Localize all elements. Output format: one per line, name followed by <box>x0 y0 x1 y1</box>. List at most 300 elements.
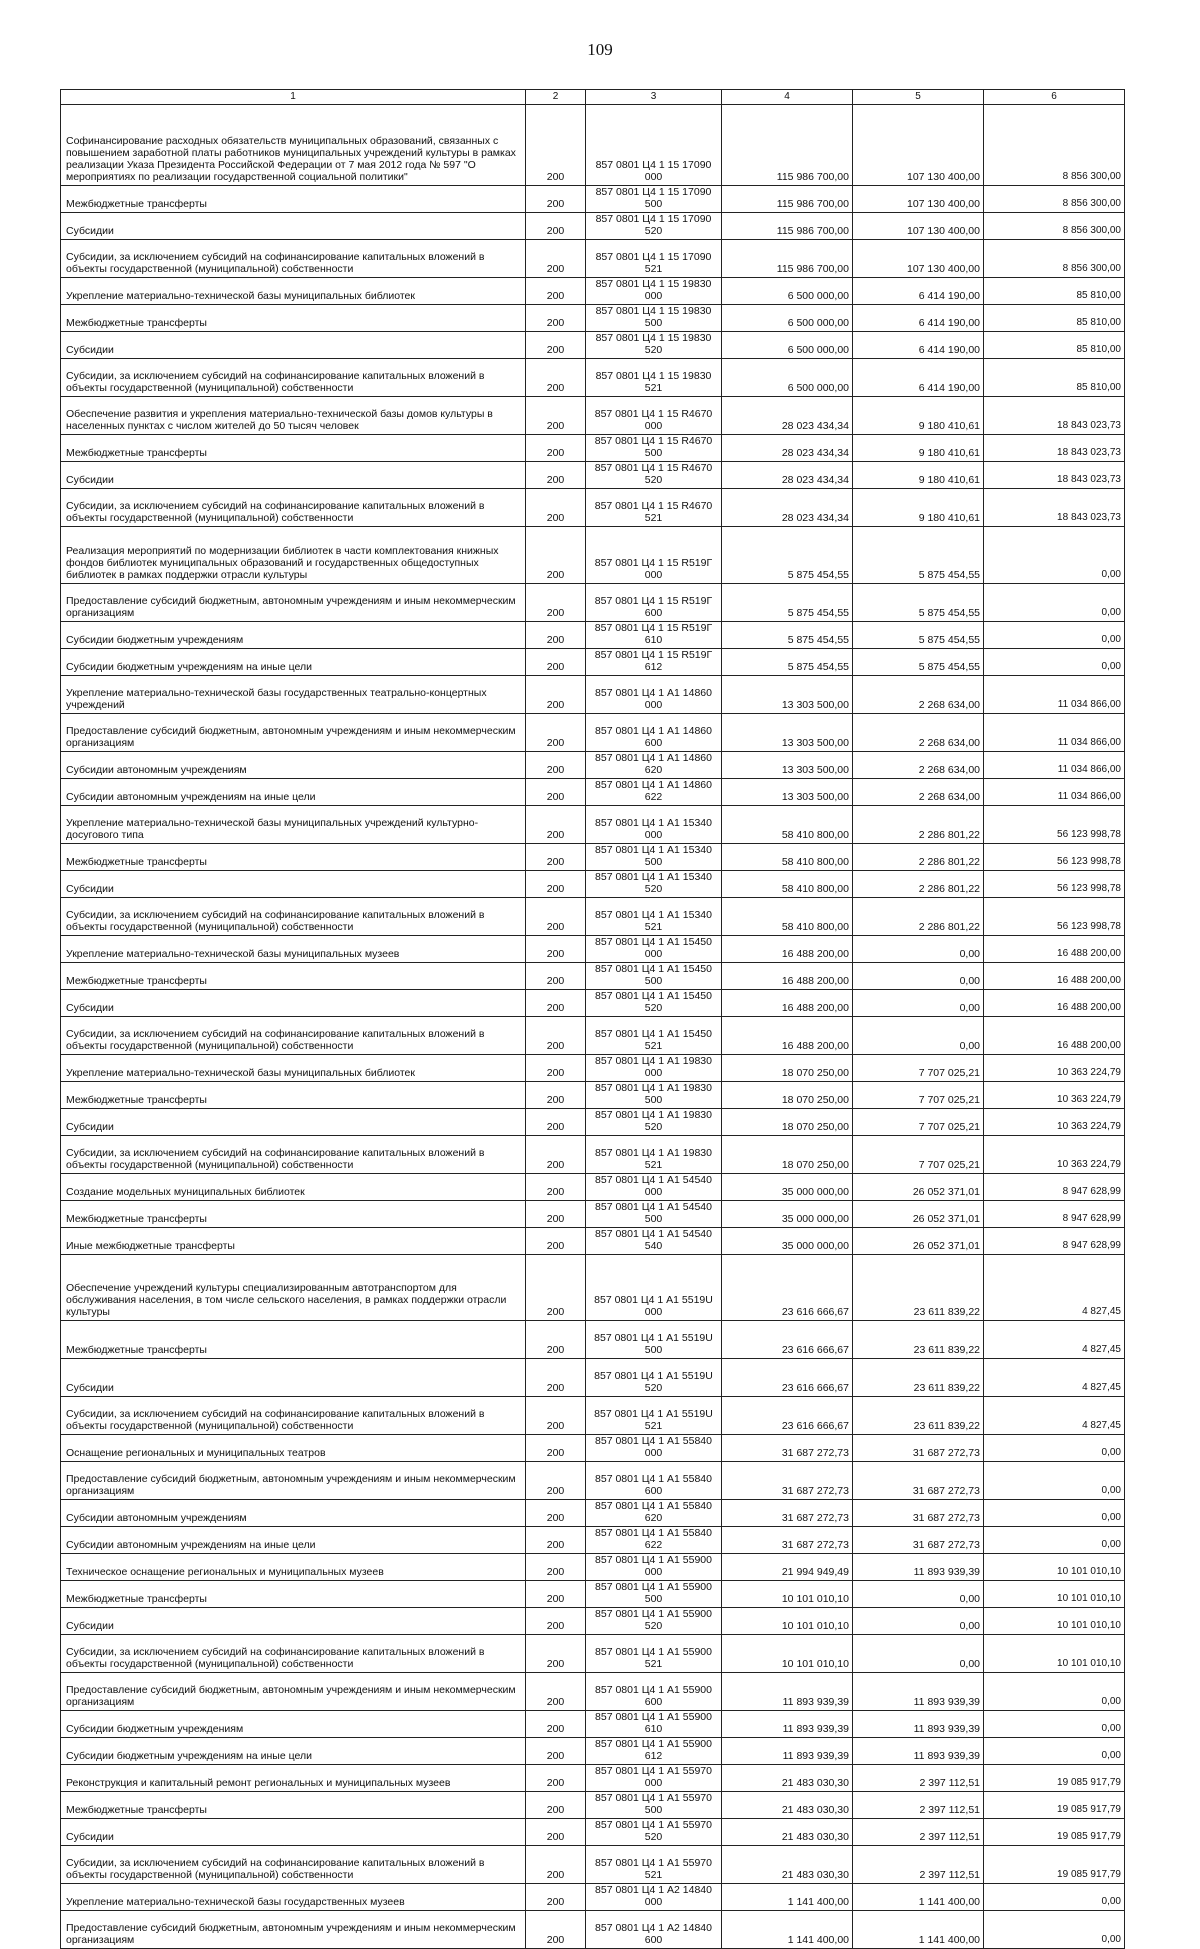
row-description: Создание модельных муниципальных библиотек <box>61 1174 526 1201</box>
row-description: Межбюджетные трансферты <box>61 1201 526 1228</box>
row-admin-code: 200 <box>526 844 586 871</box>
row-admin-code: 200 <box>526 1228 586 1255</box>
row-budget-code: 857 0801 Ц4 1 А1 54540 540 <box>586 1228 722 1255</box>
row-planned: 58 410 800,00 <box>722 806 853 844</box>
table-row <box>61 305 1125 332</box>
row-admin-code: 200 <box>526 1500 586 1527</box>
row-remainder: 0,00 <box>984 1435 1125 1462</box>
row-description: Укрепление материально-технической базы муниципальных музеев <box>61 936 526 963</box>
row-executed: 2 397 112,51 <box>853 1819 984 1846</box>
row-budget-code: 857 0801 Ц4 1 А1 55900 600 <box>586 1673 722 1711</box>
row-description: Субсидии, за исключением субсидий на софинансирование капитальных вложений в объекты государственной (муниципальной) собственности <box>61 1846 526 1884</box>
row-planned: 23 616 666,67 <box>722 1397 853 1435</box>
row-planned: 35 000 000,00 <box>722 1228 853 1255</box>
row-description: Субсидии бюджетным учреждениям на иные цели <box>61 649 526 676</box>
row-planned: 115 986 700,00 <box>722 240 853 278</box>
row-budget-code: 857 0801 Ц4 1 А1 55840 000 <box>586 1435 722 1462</box>
row-admin-code: 200 <box>526 1435 586 1462</box>
row-remainder: 8 947 628,99 <box>984 1228 1125 1255</box>
row-budget-code: 857 0801 Ц4 1 А1 5519U 520 <box>586 1359 722 1397</box>
row-executed: 6 414 190,00 <box>853 359 984 397</box>
row-remainder: 19 085 917,79 <box>984 1846 1125 1884</box>
table-row <box>61 1581 1125 1608</box>
row-budget-code: 857 0801 Ц4 1 15 R519Г 612 <box>586 649 722 676</box>
row-budget-code: 857 0801 Ц4 1 15 19830 521 <box>586 359 722 397</box>
row-executed: 2 286 801,22 <box>853 898 984 936</box>
row-planned: 18 070 250,00 <box>722 1109 853 1136</box>
row-remainder: 0,00 <box>984 622 1125 649</box>
row-description: Субсидии, за исключением субсидий на софинансирование капитальных вложений в объекты государственной (муниципальной) собственности <box>61 898 526 936</box>
row-budget-code: 857 0801 Ц4 1 А1 5519U 521 <box>586 1397 722 1435</box>
row-planned: 115 986 700,00 <box>722 213 853 240</box>
table-row <box>61 1911 1125 1949</box>
row-budget-code: 857 0801 Ц4 1 А1 19830 000 <box>586 1055 722 1082</box>
header-cell: 3 <box>586 90 722 105</box>
row-budget-code: 857 0801 Ц4 1 А1 14860 000 <box>586 676 722 714</box>
table-row <box>61 806 1125 844</box>
row-remainder: 0,00 <box>984 1884 1125 1911</box>
row-admin-code: 200 <box>526 584 586 622</box>
header-cell: 6 <box>984 90 1125 105</box>
table-row <box>61 1554 1125 1581</box>
row-admin-code: 200 <box>526 806 586 844</box>
row-remainder: 0,00 <box>984 1462 1125 1500</box>
row-admin-code: 200 <box>526 1765 586 1792</box>
row-executed: 107 130 400,00 <box>853 105 984 186</box>
row-admin-code: 200 <box>526 1884 586 1911</box>
row-planned: 31 687 272,73 <box>722 1462 853 1500</box>
row-remainder: 85 810,00 <box>984 305 1125 332</box>
row-admin-code: 200 <box>526 1711 586 1738</box>
row-remainder: 56 123 998,78 <box>984 806 1125 844</box>
row-description: Субсидии, за исключением субсидий на софинансирование капитальных вложений в объекты государственной (муниципальной) собственности <box>61 1635 526 1673</box>
table-row <box>61 186 1125 213</box>
row-remainder: 10 101 010,10 <box>984 1608 1125 1635</box>
row-executed: 23 611 839,22 <box>853 1397 984 1435</box>
row-admin-code: 200 <box>526 1673 586 1711</box>
row-executed: 0,00 <box>853 990 984 1017</box>
row-planned: 28 023 434,34 <box>722 462 853 489</box>
row-description: Субсидии бюджетным учреждениям <box>61 622 526 649</box>
row-executed: 2 397 112,51 <box>853 1765 984 1792</box>
row-executed: 0,00 <box>853 936 984 963</box>
row-description: Субсидии, за исключением субсидий на софинансирование капитальных вложений в объекты государственной (муниципальной) собственности <box>61 1397 526 1435</box>
row-planned: 21 483 030,30 <box>722 1792 853 1819</box>
row-remainder: 18 843 023,73 <box>984 489 1125 527</box>
row-admin-code: 200 <box>526 278 586 305</box>
row-description: Укрепление материально-технической базы государственных театрально-концертных учреждений <box>61 676 526 714</box>
row-description: Предоставление субсидий бюджетным, автономным учреждениям и иным некоммерческим организациям <box>61 1673 526 1711</box>
row-description: Субсидии автономным учреждениям <box>61 1500 526 1527</box>
row-remainder: 16 488 200,00 <box>984 990 1125 1017</box>
table-row <box>61 1846 1125 1884</box>
row-planned: 5 875 454,55 <box>722 622 853 649</box>
row-description: Межбюджетные трансферты <box>61 1321 526 1359</box>
table-row <box>61 779 1125 806</box>
row-executed: 0,00 <box>853 1017 984 1055</box>
table-row <box>61 1017 1125 1055</box>
row-description: Софинансирование расходных обязательств муниципальных образований, связанных с повышением заработной платы работников муниципальных учреждений культуры в рамках реализации Указа Президента Российской Федерации от 7 мая 2012 года № 597 "О мероприятиях по реализации государственной социальной политики" <box>61 105 526 186</box>
row-admin-code: 200 <box>526 1055 586 1082</box>
row-budget-code: 857 0801 Ц4 1 А1 15450 520 <box>586 990 722 1017</box>
row-budget-code: 857 0801 Ц4 1 А1 55970 500 <box>586 1792 722 1819</box>
row-admin-code: 200 <box>526 397 586 435</box>
row-budget-code: 857 0801 Ц4 1 15 R519Г 610 <box>586 622 722 649</box>
row-remainder: 10 101 010,10 <box>984 1554 1125 1581</box>
row-remainder: 8 856 300,00 <box>984 213 1125 240</box>
table-row <box>61 871 1125 898</box>
row-remainder: 4 827,45 <box>984 1321 1125 1359</box>
row-executed: 23 611 839,22 <box>853 1321 984 1359</box>
row-admin-code: 200 <box>526 1082 586 1109</box>
row-admin-code: 200 <box>526 898 586 936</box>
row-budget-code: 857 0801 Ц4 1 А1 55900 521 <box>586 1635 722 1673</box>
row-remainder: 0,00 <box>984 1911 1125 1949</box>
row-executed: 5 875 454,55 <box>853 622 984 649</box>
row-remainder: 19 085 917,79 <box>984 1765 1125 1792</box>
row-planned: 23 616 666,67 <box>722 1359 853 1397</box>
row-planned: 5 875 454,55 <box>722 649 853 676</box>
row-admin-code: 200 <box>526 1527 586 1554</box>
row-executed: 5 875 454,55 <box>853 649 984 676</box>
row-admin-code: 200 <box>526 1608 586 1635</box>
row-planned: 10 101 010,10 <box>722 1581 853 1608</box>
row-remainder: 0,00 <box>984 584 1125 622</box>
row-admin-code: 200 <box>526 1174 586 1201</box>
row-admin-code: 200 <box>526 779 586 806</box>
row-planned: 18 070 250,00 <box>722 1136 853 1174</box>
row-description: Межбюджетные трансферты <box>61 1082 526 1109</box>
row-description: Предоставление субсидий бюджетным, автономным учреждениям и иным некоммерческим организациям <box>61 1911 526 1949</box>
row-admin-code: 200 <box>526 1581 586 1608</box>
row-planned: 6 500 000,00 <box>722 305 853 332</box>
row-executed: 1 141 400,00 <box>853 1911 984 1949</box>
row-budget-code: 857 0801 Ц4 1 15 17090 500 <box>586 186 722 213</box>
row-description: Межбюджетные трансферты <box>61 305 526 332</box>
row-description: Субсидии <box>61 990 526 1017</box>
row-planned: 16 488 200,00 <box>722 936 853 963</box>
table-row <box>61 1255 1125 1321</box>
row-budget-code: 857 0801 Ц4 1 А1 14860 600 <box>586 714 722 752</box>
row-remainder: 10 363 224,79 <box>984 1082 1125 1109</box>
row-remainder: 11 034 866,00 <box>984 752 1125 779</box>
row-budget-code: 857 0801 Ц4 1 А1 19830 500 <box>586 1082 722 1109</box>
row-executed: 2 268 634,00 <box>853 676 984 714</box>
table-row <box>61 1435 1125 1462</box>
table-row <box>61 1228 1125 1255</box>
row-budget-code: 857 0801 Ц4 1 15 19830 500 <box>586 305 722 332</box>
row-description: Техническое оснащение региональных и муниципальных музеев <box>61 1554 526 1581</box>
row-budget-code: 857 0801 Ц4 1 А1 55970 000 <box>586 1765 722 1792</box>
row-admin-code: 200 <box>526 1792 586 1819</box>
row-remainder: 10 101 010,10 <box>984 1581 1125 1608</box>
row-budget-code: 857 0801 Ц4 1 А1 55840 622 <box>586 1527 722 1554</box>
table-row <box>61 1884 1125 1911</box>
header-row <box>61 90 1125 105</box>
row-admin-code: 200 <box>526 963 586 990</box>
row-remainder: 16 488 200,00 <box>984 936 1125 963</box>
row-executed: 11 893 939,39 <box>853 1711 984 1738</box>
row-executed: 26 052 371,01 <box>853 1228 984 1255</box>
row-description: Межбюджетные трансферты <box>61 963 526 990</box>
row-budget-code: 857 0801 Ц4 1 А1 15340 500 <box>586 844 722 871</box>
row-budget-code: 857 0801 Ц4 1 А1 55970 520 <box>586 1819 722 1846</box>
row-remainder: 8 947 628,99 <box>984 1174 1125 1201</box>
row-budget-code: 857 0801 Ц4 1 А1 15450 000 <box>586 936 722 963</box>
row-planned: 11 893 939,39 <box>722 1711 853 1738</box>
row-remainder: 18 843 023,73 <box>984 462 1125 489</box>
row-remainder: 0,00 <box>984 1711 1125 1738</box>
page-number: 109 <box>587 40 613 59</box>
budget-table <box>60 89 1125 1949</box>
row-admin-code: 200 <box>526 1201 586 1228</box>
row-budget-code: 857 0801 Ц4 1 15 R4670 000 <box>586 397 722 435</box>
row-admin-code: 200 <box>526 622 586 649</box>
row-planned: 16 488 200,00 <box>722 990 853 1017</box>
row-budget-code: 857 0801 Ц4 1 15 17090 521 <box>586 240 722 278</box>
row-admin-code: 200 <box>526 1462 586 1500</box>
row-description: Обеспечение развития и укрепления материально-технической базы домов культуры в населенных пунктах с числом жителей до 50 тысяч человек <box>61 397 526 435</box>
row-planned: 21 483 030,30 <box>722 1846 853 1884</box>
table-row <box>61 1711 1125 1738</box>
row-budget-code: 857 0801 Ц4 1 А1 54540 000 <box>586 1174 722 1201</box>
row-admin-code: 200 <box>526 489 586 527</box>
row-planned: 16 488 200,00 <box>722 963 853 990</box>
table-row <box>61 1527 1125 1554</box>
row-executed: 1 141 400,00 <box>853 1884 984 1911</box>
row-planned: 18 070 250,00 <box>722 1082 853 1109</box>
table-row <box>61 1819 1125 1846</box>
row-planned: 18 070 250,00 <box>722 1055 853 1082</box>
row-description: Субсидии <box>61 871 526 898</box>
row-remainder: 0,00 <box>984 1500 1125 1527</box>
row-admin-code: 200 <box>526 186 586 213</box>
row-executed: 107 130 400,00 <box>853 213 984 240</box>
row-planned: 23 616 666,67 <box>722 1255 853 1321</box>
row-planned: 115 986 700,00 <box>722 186 853 213</box>
row-executed: 6 414 190,00 <box>853 332 984 359</box>
row-executed: 11 893 939,39 <box>853 1673 984 1711</box>
row-admin-code: 200 <box>526 1359 586 1397</box>
row-description: Укрепление материально-технической базы муниципальных библиотек <box>61 1055 526 1082</box>
row-remainder: 0,00 <box>984 649 1125 676</box>
row-remainder: 8 947 628,99 <box>984 1201 1125 1228</box>
row-admin-code: 200 <box>526 462 586 489</box>
row-executed: 7 707 025,21 <box>853 1109 984 1136</box>
row-admin-code: 200 <box>526 1635 586 1673</box>
row-description: Укрепление материально-технической базы государственных музеев <box>61 1884 526 1911</box>
table-row <box>61 213 1125 240</box>
table-row <box>61 752 1125 779</box>
row-admin-code: 200 <box>526 990 586 1017</box>
row-executed: 5 875 454,55 <box>853 584 984 622</box>
row-executed: 9 180 410,61 <box>853 462 984 489</box>
row-budget-code: 857 0801 Ц4 1 А1 5519U 000 <box>586 1255 722 1321</box>
row-remainder: 4 827,45 <box>984 1359 1125 1397</box>
row-remainder: 8 856 300,00 <box>984 240 1125 278</box>
header-cell: 2 <box>526 90 586 105</box>
row-budget-code: 857 0801 Ц4 1 А2 14840 600 <box>586 1911 722 1949</box>
row-description: Субсидии, за исключением субсидий на софинансирование капитальных вложений в объекты государственной (муниципальной) собственности <box>61 1017 526 1055</box>
row-description: Обеспечение учреждений культуры специализированным автотранспортом для обслуживания населения, в том числе сельского населения, в рамках поддержки отрасли культуры <box>61 1255 526 1321</box>
row-admin-code: 200 <box>526 1136 586 1174</box>
row-planned: 35 000 000,00 <box>722 1201 853 1228</box>
row-remainder: 10 101 010,10 <box>984 1635 1125 1673</box>
row-executed: 7 707 025,21 <box>853 1082 984 1109</box>
row-description: Реализация мероприятий по модернизации библиотек в части комплектования книжных фондов библиотек муниципальных образований и государственных общедоступных библиотек в рамках поддержки отрасли культуры <box>61 527 526 584</box>
row-executed: 31 687 272,73 <box>853 1527 984 1554</box>
row-executed: 0,00 <box>853 1635 984 1673</box>
row-planned: 58 410 800,00 <box>722 871 853 898</box>
row-admin-code: 200 <box>526 527 586 584</box>
row-planned: 23 616 666,67 <box>722 1321 853 1359</box>
row-description: Субсидии <box>61 1109 526 1136</box>
row-planned: 35 000 000,00 <box>722 1174 853 1201</box>
row-budget-code: 857 0801 Ц4 1 15 17090 000 <box>586 105 722 186</box>
row-description: Межбюджетные трансферты <box>61 844 526 871</box>
row-remainder: 56 123 998,78 <box>984 844 1125 871</box>
row-budget-code: 857 0801 Ц4 1 15 R4670 500 <box>586 435 722 462</box>
row-remainder: 19 085 917,79 <box>984 1819 1125 1846</box>
row-executed: 2 397 112,51 <box>853 1846 984 1884</box>
row-executed: 0,00 <box>853 963 984 990</box>
row-planned: 10 101 010,10 <box>722 1608 853 1635</box>
row-admin-code: 200 <box>526 1738 586 1765</box>
row-planned: 21 994 949,49 <box>722 1554 853 1581</box>
row-planned: 5 875 454,55 <box>722 527 853 584</box>
table-row <box>61 963 1125 990</box>
row-budget-code: 857 0801 Ц4 1 А1 55840 600 <box>586 1462 722 1500</box>
table-row <box>61 990 1125 1017</box>
row-budget-code: 857 0801 Ц4 1 А2 14840 000 <box>586 1884 722 1911</box>
row-planned: 6 500 000,00 <box>722 332 853 359</box>
row-planned: 1 141 400,00 <box>722 1884 853 1911</box>
table-row <box>61 527 1125 584</box>
row-remainder: 85 810,00 <box>984 332 1125 359</box>
row-budget-code: 857 0801 Ц4 1 А1 15450 521 <box>586 1017 722 1055</box>
row-budget-code: 857 0801 Ц4 1 А1 55900 520 <box>586 1608 722 1635</box>
row-remainder: 0,00 <box>984 1738 1125 1765</box>
row-executed: 2 286 801,22 <box>853 844 984 871</box>
row-planned: 5 875 454,55 <box>722 584 853 622</box>
row-executed: 0,00 <box>853 1581 984 1608</box>
row-executed: 9 180 410,61 <box>853 397 984 435</box>
row-admin-code: 200 <box>526 213 586 240</box>
row-description: Субсидии <box>61 213 526 240</box>
row-remainder: 18 843 023,73 <box>984 397 1125 435</box>
row-remainder: 18 843 023,73 <box>984 435 1125 462</box>
table-row <box>61 105 1125 186</box>
row-planned: 6 500 000,00 <box>722 359 853 397</box>
row-description: Субсидии, за исключением субсидий на софинансирование капитальных вложений в объекты государственной (муниципальной) собственности <box>61 489 526 527</box>
row-description: Субсидии <box>61 462 526 489</box>
row-planned: 13 303 500,00 <box>722 779 853 806</box>
row-admin-code: 200 <box>526 1321 586 1359</box>
row-planned: 13 303 500,00 <box>722 714 853 752</box>
row-executed: 2 286 801,22 <box>853 806 984 844</box>
table-row <box>61 240 1125 278</box>
row-executed: 2 268 634,00 <box>853 779 984 806</box>
row-admin-code: 200 <box>526 676 586 714</box>
row-description: Укрепление материально-технической базы муниципальных учреждений культурно-досугового типа <box>61 806 526 844</box>
table-row <box>61 1201 1125 1228</box>
row-admin-code: 200 <box>526 359 586 397</box>
row-description: Субсидии бюджетным учреждениям на иные цели <box>61 1738 526 1765</box>
row-description: Межбюджетные трансферты <box>61 186 526 213</box>
table-row <box>61 1082 1125 1109</box>
row-executed: 2 397 112,51 <box>853 1792 984 1819</box>
row-remainder: 85 810,00 <box>984 359 1125 397</box>
row-executed: 23 611 839,22 <box>853 1359 984 1397</box>
row-description: Оснащение региональных и муниципальных театров <box>61 1435 526 1462</box>
row-budget-code: 857 0801 Ц4 1 А1 14860 620 <box>586 752 722 779</box>
row-admin-code: 200 <box>526 1819 586 1846</box>
row-budget-code: 857 0801 Ц4 1 А1 55840 620 <box>586 1500 722 1527</box>
table-row <box>61 1765 1125 1792</box>
row-budget-code: 857 0801 Ц4 1 15 17090 520 <box>586 213 722 240</box>
row-description: Предоставление субсидий бюджетным, автономным учреждениям и иным некоммерческим организациям <box>61 1462 526 1500</box>
table-row <box>61 332 1125 359</box>
row-remainder: 10 363 224,79 <box>984 1109 1125 1136</box>
row-executed: 2 268 634,00 <box>853 752 984 779</box>
row-description: Субсидии автономным учреждениям на иные цели <box>61 1527 526 1554</box>
row-executed: 9 180 410,61 <box>853 489 984 527</box>
row-planned: 58 410 800,00 <box>722 844 853 871</box>
row-budget-code: 857 0801 Ц4 1 А1 15340 000 <box>586 806 722 844</box>
row-budget-code: 857 0801 Ц4 1 А1 55900 612 <box>586 1738 722 1765</box>
table-row <box>61 1321 1125 1359</box>
row-remainder: 11 034 866,00 <box>984 779 1125 806</box>
table-row <box>61 435 1125 462</box>
row-executed: 2 286 801,22 <box>853 871 984 898</box>
row-remainder: 56 123 998,78 <box>984 898 1125 936</box>
row-planned: 28 023 434,34 <box>722 397 853 435</box>
row-description: Субсидии <box>61 332 526 359</box>
row-admin-code: 200 <box>526 649 586 676</box>
row-description: Субсидии <box>61 1819 526 1846</box>
row-remainder: 8 856 300,00 <box>984 105 1125 186</box>
row-admin-code: 200 <box>526 240 586 278</box>
row-admin-code: 200 <box>526 714 586 752</box>
row-description: Субсидии <box>61 1608 526 1635</box>
row-admin-code: 200 <box>526 1911 586 1949</box>
row-admin-code: 200 <box>526 1554 586 1581</box>
row-planned: 11 893 939,39 <box>722 1673 853 1711</box>
row-description: Иные межбюджетные трансферты <box>61 1228 526 1255</box>
row-planned: 13 303 500,00 <box>722 752 853 779</box>
table-row <box>61 1500 1125 1527</box>
table-row <box>61 1359 1125 1397</box>
table-row <box>61 649 1125 676</box>
table-row <box>61 1462 1125 1500</box>
header-cell: 5 <box>853 90 984 105</box>
row-executed: 31 687 272,73 <box>853 1435 984 1462</box>
table-row <box>61 676 1125 714</box>
row-description: Субсидии, за исключением субсидий на софинансирование капитальных вложений в объекты государственной (муниципальной) собственности <box>61 359 526 397</box>
row-executed: 2 268 634,00 <box>853 714 984 752</box>
table-row <box>61 1635 1125 1673</box>
table-row <box>61 1109 1125 1136</box>
row-executed: 26 052 371,01 <box>853 1201 984 1228</box>
row-budget-code: 857 0801 Ц4 1 15 R519Г 600 <box>586 584 722 622</box>
row-executed: 6 414 190,00 <box>853 278 984 305</box>
row-description: Предоставление субсидий бюджетным, автономным учреждениям и иным некоммерческим организациям <box>61 714 526 752</box>
table-row <box>61 359 1125 397</box>
row-admin-code: 200 <box>526 1017 586 1055</box>
table-row <box>61 1136 1125 1174</box>
row-executed: 11 893 939,39 <box>853 1554 984 1581</box>
row-planned: 16 488 200,00 <box>722 1017 853 1055</box>
